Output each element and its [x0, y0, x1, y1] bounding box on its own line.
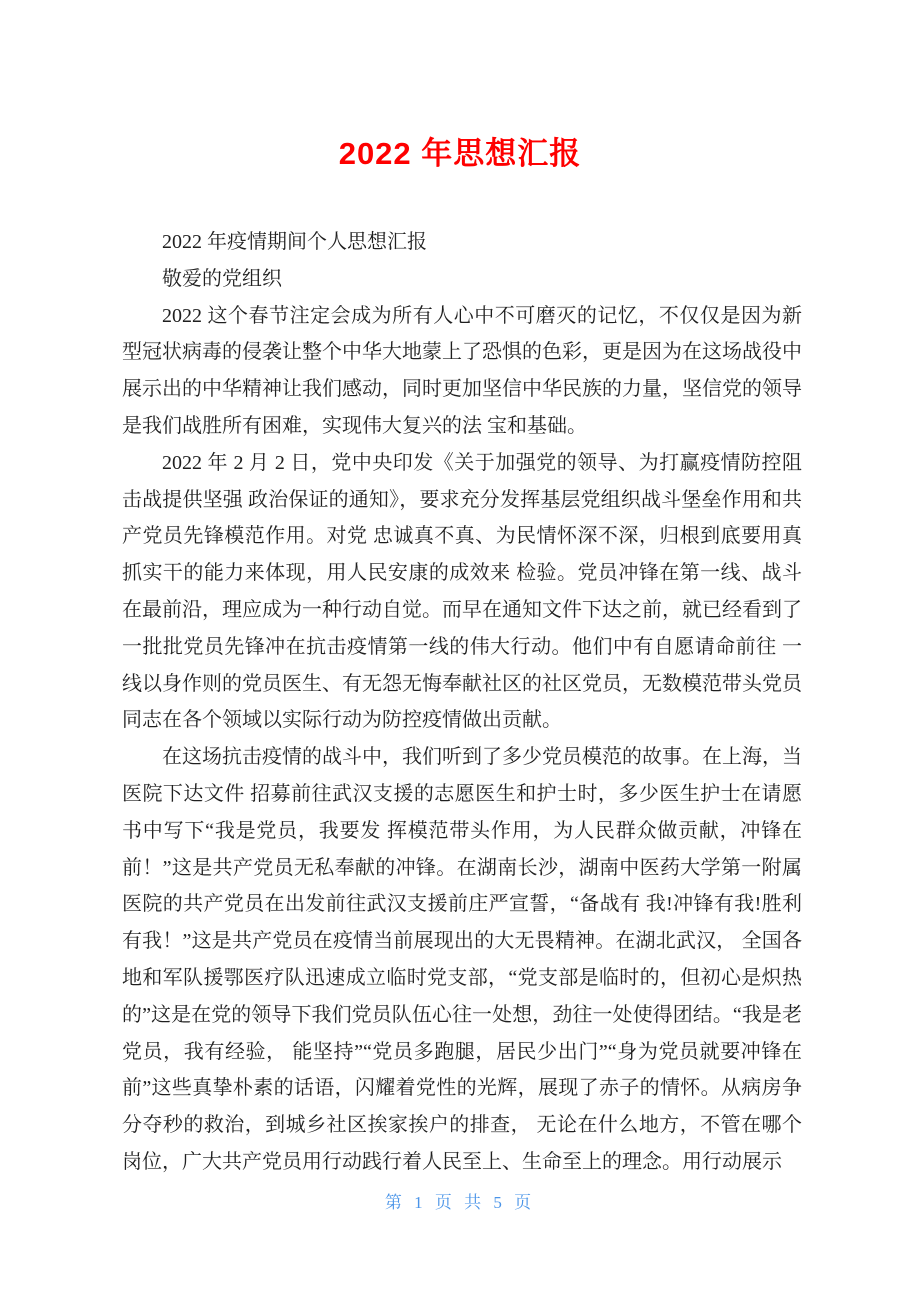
- paragraph: 2022 这个春节注定会成为所有人心中不可磨灭的记忆，不仅仅是因为新型冠状病毒的侵袭让整个中华大地蒙上了恐惧的色彩，更是因为在这场战役中展示出的中华精神让我们感动，同时更加坚信中华民族的力量，坚信党的领导是我们战胜所有困难，实现伟大复兴的法 宝和基础。: [122, 304, 802, 437]
- paragraph: 在这场抗击疫情的战斗中，我们听到了多少党员模范的故事。在上海，当医院下达文件 招募前往武汉支援的志愿医生和护士时，多少医生护士在请愿书中写下“我是党员，我要发 挥模范带头作用，为人民群众做贡献，冲锋在前！”这是共产党员无私奉献的冲锋。在湖南长沙，湖南中医药大学第一附属医院的共产党员在出发前往武汉支援前庄严宣誓，“备战有 我!冲锋有我!胜利有我！”这是共产党员在疫情当前展现出的大无畏精神。在湖北武汉， 全国各地和军队援鄂医疗队迅速成立临时党支部，“党支部是临时的，但初心是炽热的”这是在党的领导下我们党员队伍心往一处想，劲往一处使得团结。“我是老党员，我有经验， 能坚持”“党员多跑腿，居民少出门”“身为党员就要冲锋在前”这些真挚朴素的话语，闪耀着党性的光辉，展现了赤子的情怀。从病房争分夺秒的救治，到城乡社区挨家挨户的排查， 无论在什么地方，不管在哪个岗位，广大共产党员用行动践行着人民至上、生命至上的理念。用行动展示: [122, 746, 802, 1173]
- document-title: 2022 年思想汇报: [338, 136, 582, 171]
- document-body: [122, 224, 802, 1181]
- paragraph-heading-line: 2022 年疫情期间个人思想汇报: [162, 231, 427, 253]
- paragraph: 2022 年 2 月 2 日，党中央印发《关于加强党的领导、为打赢疫情防控阻击战提供坚强 政治保证的通知》，要求充分发挥基层党组织战斗堡垒作用和共产党员先锋模范作用。对党 忠诚真不真、为民情怀深不深，归根到底要用真抓实干的能力来体现，用人民安康的成效来 检验。党员冲锋在第一线、战斗在最前沿，理应成为一种行动自觉。而早在通知文件下达之前，就已经看到了一批批党员先锋冲在抗击疫情第一线的伟大行动。他们中有自愿请命前往 一线以身作则的党员医生、有无怨无悔奉献社区的社区党员，无数模范带头党员同志在各个领域以实际行动为防控疫情做出贡献。: [122, 451, 802, 732]
- page-number-footer: 第 1 页 共 5 页: [384, 1193, 536, 1212]
- paragraph-salutation: 敬爱的党组织: [162, 267, 282, 290]
